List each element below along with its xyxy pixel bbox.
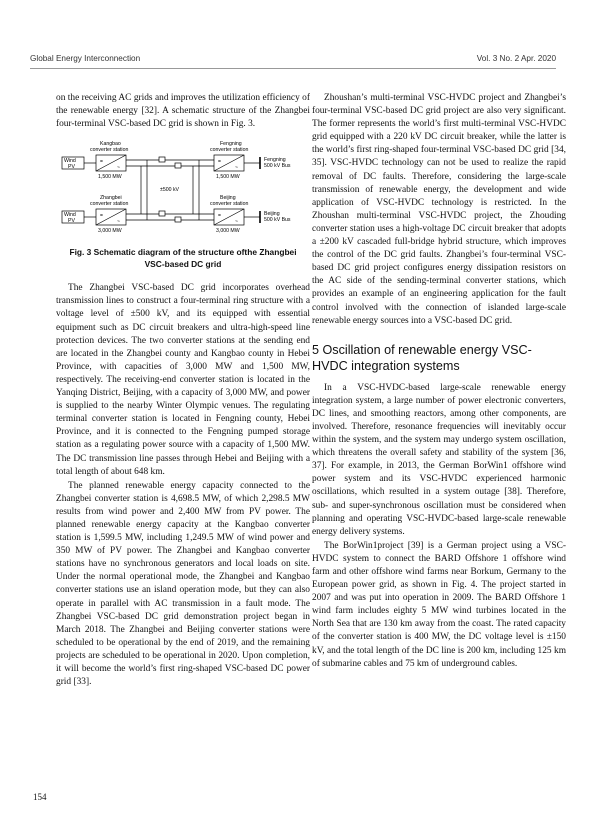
body-paragraph: Zhoushan’s multi-terminal VSC-HVDC project and Zhangbei’s four-terminal VSC-based DC grid project are also very significant. The former represents the world’s first multi-terminal VSC-HVDC grid equipped with a 220 kV DC circuit breaker, while the latter is the world’s first ring-shaped four-terminal VSC-based DC grid [34, 35]. VSC-HVDC technology can not be used to realize the rapid removal of DC faults. Therefore, considering the large-scale transmission of renewable energy, the development and wide application of VSC-HVDC technology is restricted. In the Zhoushan multi-terminal VSC-HVDC project, the Zhouding converter station uses a high-voltage DC circuit breaker that adopts a ±200 kV cascaded full-bridge hybrid structure, which improves the control of the DC grid faults. Zhangbei’s four-terminal VSC-based DC grid project configures energy dissipation resistors on the AC side of the sending-terminal converter stations, which provides an example of an engineering application for the fault control involved with the connection of islanded large-scale renewable energy sources into a VSC-based DC grid. <box>312 93 566 326</box>
svg-text:~: ~ <box>117 219 120 226</box>
svg-text:~: ~ <box>235 165 238 172</box>
beijing-bus-label: Beijing <box>264 211 280 218</box>
fengning-sublabel: converter station <box>210 147 249 154</box>
beijing-sublabel: converter station <box>210 201 249 208</box>
svg-text:=: = <box>218 213 221 220</box>
svg-text:=: = <box>100 213 103 220</box>
beijing-label: Beijing <box>220 195 236 202</box>
fengning-capacity: 1,500 MW <box>216 174 240 181</box>
section-heading: 5 Oscillation of renewable energy VSC-HVDC integration systems <box>312 342 532 373</box>
svg-text:~: ~ <box>235 219 238 226</box>
running-header-journal: Global Energy Interconnection <box>30 54 141 63</box>
svg-text:~: ~ <box>117 165 120 172</box>
kangbao-sublabel: converter station <box>90 147 129 154</box>
intro-paragraph: on the receiving AC grids and improves the utilization efficiency of the renewable energy [32]. A schematic structure of the Zhangbei four-terminal VSC-based DC grid is shown in Fig. 3. <box>56 93 310 130</box>
header-rule <box>30 68 556 69</box>
beijing-capacity: 3,000 MW <box>216 228 240 235</box>
body-paragraph: The BorWin1project [39] is a German project using a VSC-HVDC system to connect the BARD Offshore 1 offshore wind farm and other offshore wind farms near Borkum, Germany to the European power grid, as shown in Fig. 4. The project started in 2007 and was put into operation in 2009. The BARD Offshore 1 wind farm includes eighty 5 MW wind turbines located in the North Sea that are 130 km away from the coast. The rated capacity of the converter station is 400 MW, the DC voltage level is ±150 kV, and the total length of the DC line is 200 km, including 125 km of submarine cables and 75 km of underground cables. <box>312 540 566 669</box>
left-column <box>56 92 310 689</box>
figure-caption <box>60 247 306 270</box>
caption-line-1: Fig. 3 Schematic diagram of the structure ofthe Zhangbei <box>69 247 297 258</box>
pv-label-top: PV <box>68 164 75 171</box>
body-paragraph: The planned renewable energy capacity connected to the Zhangbei converter station is 4,698.5 MW, of which 2,298.5 MW results from wind power and 2,400 MW from PV power. The planned renewable energy capacity at the Kangbao converter station is 1,599.5 MW, including 1,249.5 MW of wind power and 350 MW of PV power. The Zhangbei and Kangbao converter stations have no synchronous generators and local loads on site. Under the normal operational mode, the Zhangbei and Kangbao converter stations use an island operation mode, but they can also operate in parallel with AC transmission in a fault mode. The Zhangbei VSC-based DC grid demonstration project began in March 2018. The Zhangbei and Beijing converter stations were scheduled to be operational by the end of 2019, and the remaining projects are scheduled to be operational in 2020. Upon completion, it will become the world’s first ring-shaped VSC-based DC power grid [33]. <box>56 480 310 688</box>
figure-3 <box>56 137 310 270</box>
dc-voltage-label: ±500 kV <box>160 187 179 194</box>
kangbao-label: Kangbao <box>100 141 121 148</box>
wind-label-top: Wind <box>64 158 76 165</box>
zhangbei-label: Zhangbei <box>100 195 122 202</box>
body-paragraph: In a VSC-HVDC-based large-scale renewable energy integration system, a large number of power electronic converters, DC lines, and smoothing reactors, among other components, are involved. Therefore, resonance frequencies will inevitably occur within the system, and the system may undergo system oscillation, which threatens the overall safety and stability of the system [36, 37]. For example, in 2013, the German BorWin1 offshore wind power system and its VSC-HVDC experienced harmonic oscillations, which resulted in a system outage [38]. Therefore, sub- and super-synchronous oscillation must be considered when planning and operating VSC-HVDC-based large-scale renewable energy delivery systems. <box>312 382 566 537</box>
fengning-label: Fengning <box>220 141 242 148</box>
beijing-bus-sublabel: 500 kV Bus <box>264 217 291 224</box>
caption-line-2: VSC-based DC grid <box>144 258 222 269</box>
wind-label-bottom: Wind <box>64 212 76 219</box>
zhangbei-capacity: 3,000 MW <box>98 228 122 235</box>
svg-text:=: = <box>100 159 103 166</box>
right-column <box>312 92 566 671</box>
svg-text:=: = <box>218 159 221 166</box>
zhangbei-sublabel: converter station <box>90 201 129 208</box>
running-header-issue: Vol. 3 No. 2 Apr. 2020 <box>476 54 556 63</box>
page-number: 154 <box>33 792 47 802</box>
pv-label-bottom: PV <box>68 218 75 225</box>
kangbao-capacity: 1,500 MW <box>98 174 122 181</box>
body-paragraph: The Zhangbei VSC-based DC grid incorporates overhead transmission lines to construct a four-terminal ring structure with a voltage level of ±500 kV, and its equipped with essential equipment such as DC circuit breakers and ultra-high-speed line protection devices. The two converter stations at the sending end are located in the Zhangbei county and Kangbao county in Hebei Province, with capacities of 3,000 MW and 1,500 MW, respectively. The receiving-end converter station is located in the Yanqing District, Beijing, with a capacity of 3,000 MW, and power is supplied to the nearby Winter Olympic venues. The regulating terminal converter station is located in Fengning county, Hebei Province, and it is connected to the Fengning pumped storage station as a regulating power source with a capacity of 1,500 MW. The DC transmission line passes through Hebei and Beijing with a total length of about 648 km. <box>56 283 310 477</box>
fengning-bus-label: Fengning <box>264 157 286 164</box>
dc-grid-diagram <box>56 137 310 245</box>
fengning-bus-sublabel: 500 kV Bus <box>264 163 291 170</box>
